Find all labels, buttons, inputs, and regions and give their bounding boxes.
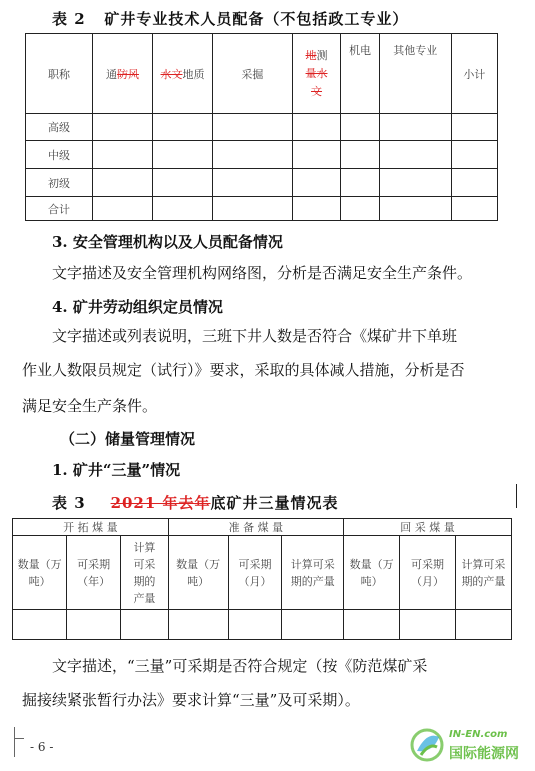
leaf-icon [407,725,447,765]
sub-output: 计算可采期的产量 [455,536,511,610]
header-caijue: 采掘 [213,34,293,114]
section4-title: 4. 矿井劳动组织定员情况 [52,298,223,316]
text-cursor [516,484,517,508]
group-kaituo: 开 拓 煤 量 [13,519,169,536]
table2-caption: 表 2 矿井专业技术人员配备（不包括政工专业） [52,10,409,28]
header-title: 职称 [26,34,93,114]
header-celiang: 地测 量水文 [292,34,341,114]
sub-quantity: 数量（万吨） [13,536,67,610]
row-label: 初级 [26,169,93,197]
row-label: 高级 [26,114,93,141]
section4-line-2: 作业人数限员规定（试行）》要求，采取的具体减人措施，分析是否 [22,361,465,379]
header-dizhi: 水文地质 [152,34,212,114]
group-huicai: 回 采 煤 量 [344,519,512,536]
section-b1-title: 1. 矿井“三量”情况 [52,461,181,479]
section-b-title: （二）储量管理情况 [60,430,196,448]
header-jidian: 机电 [341,34,379,114]
header-xiaoji: 小计 [451,34,497,114]
sub-period: 可采期（月） [400,536,456,610]
row-label: 合计 [26,197,93,221]
in-en-logo: IN-EN.com 国际能源网 [407,725,527,765]
sub-quantity: 数量（万吨） [344,536,400,610]
sub-period: 可采期（年） [67,536,121,610]
sub-period: 可采期（月） [228,536,282,610]
row-label: 中级 [26,141,93,169]
section3-text: 文字描述及安全管理机构网络图，分析是否满足安全生产条件。 [52,264,473,282]
closing-line-1: 文字描述，“三量”可采期是否符合规定（按《防范煤矿采 [52,657,428,675]
sub-quantity: 数量（万吨） [168,536,228,610]
table3-caption: 表 3 2021 年去年底矿井三量情况表 [52,494,339,512]
group-zhunbei: 准 备 煤 量 [168,519,343,536]
header-qita: 其他专业 [379,34,451,114]
margin-marker [14,727,21,757]
section4-line-3: 满足安全生产条件。 [22,397,158,415]
sub-output: 计算可采期的产量 [282,536,344,610]
table3 [12,518,512,640]
margin-marker-tick [14,738,24,739]
section3-title: 3. 安全管理机构以及人员配备情况 [52,233,283,251]
header-tongfeng: 通防风 [92,34,152,114]
page-number: - 6 - [30,740,54,754]
sub-output: 计算可采期的产量 [121,536,169,610]
section4-line-1: 文字描述或列表说明，三班下井人数是否符合《煤矿井下单班 [52,327,458,345]
table2 [25,33,498,221]
closing-line-2: 掘接续紧张暂行办法》要求计算“三量”及可采期）。 [22,691,360,709]
